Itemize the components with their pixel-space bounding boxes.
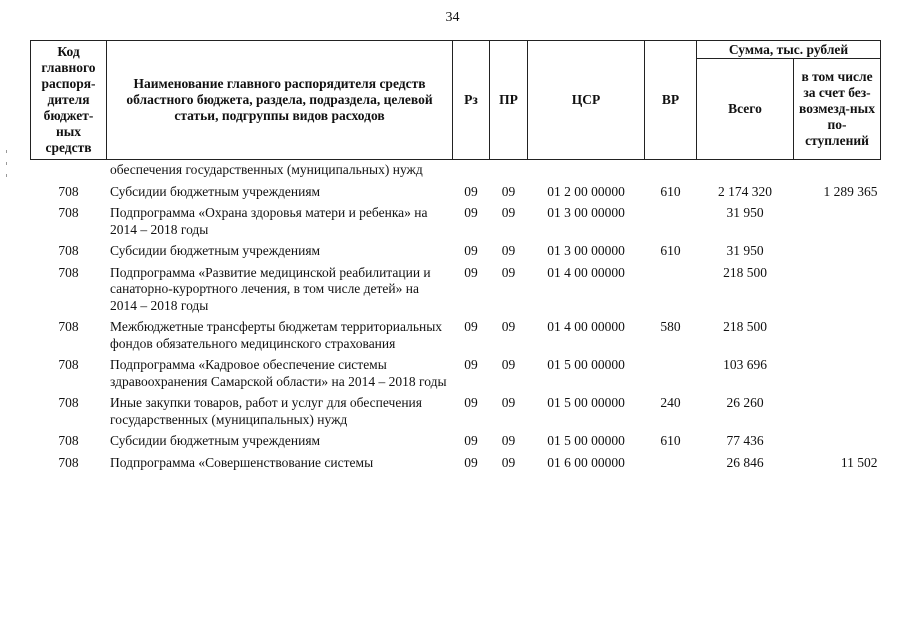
cell-code: 708 xyxy=(58,319,79,334)
cell-free xyxy=(794,203,881,241)
cell-code: 708 xyxy=(58,433,79,448)
header-rz: Рз xyxy=(453,41,490,160)
cell-vr: 240 xyxy=(660,395,681,410)
cell-csr: 01 6 00 00000 xyxy=(547,454,625,470)
cell-total: 26 260 xyxy=(726,395,764,410)
header-vr: ВР xyxy=(645,41,697,160)
cell-vr: 610 xyxy=(660,183,681,199)
cell-pr: 09 xyxy=(501,454,516,470)
table-row xyxy=(31,203,881,241)
cell-rz: 09 xyxy=(464,183,478,199)
cell-rz xyxy=(453,160,490,182)
cell-total: 26 846 xyxy=(726,454,764,470)
cell-vr: 610 xyxy=(660,433,681,448)
cell-free xyxy=(794,431,881,453)
cell-total: 31 950 xyxy=(726,205,764,220)
cell-csr: 01 4 00 00000 xyxy=(547,319,625,334)
cell-vr xyxy=(645,453,697,475)
cell-rz: 09 xyxy=(464,433,478,448)
table-row xyxy=(31,160,881,182)
cell-total: 218 500 xyxy=(723,264,767,280)
cell-name: Субсидии бюджетным учреждениям xyxy=(110,433,321,448)
cell-code: 708 xyxy=(58,183,79,199)
cell-free: 11 502 xyxy=(840,454,878,470)
cell-code: 708 xyxy=(58,357,79,372)
cell-csr: 01 5 00 00000 xyxy=(547,433,625,448)
table-row xyxy=(31,317,881,355)
scan-mark xyxy=(6,150,7,153)
cell-name: Субсидии бюджетным учреждениям xyxy=(110,243,321,258)
cell-pr: 09 xyxy=(501,319,516,334)
cell-free xyxy=(794,263,881,318)
cell-total xyxy=(697,160,794,182)
cell-name: Межбюджетные трансферты бюджетам территориальных фондов обязательного медицинского страхования xyxy=(110,319,443,351)
cell-name: Субсидии бюджетным учреждениям xyxy=(110,183,321,199)
cell-rz: 09 xyxy=(464,357,478,372)
header-csr: ЦСР xyxy=(528,41,645,160)
header-incl-free: в том числе за счет без-возмезд-ных по-ступлений xyxy=(794,59,881,160)
cell-pr: 09 xyxy=(501,357,516,372)
cell-pr: 09 xyxy=(501,264,516,280)
cell-pr: 09 xyxy=(501,183,516,199)
table-row xyxy=(31,393,881,431)
table-row xyxy=(31,431,881,453)
cell-rz: 09 xyxy=(464,454,478,470)
cell-total: 103 696 xyxy=(723,357,767,372)
cell-vr xyxy=(645,203,697,241)
cell-vr: 610 xyxy=(660,243,681,258)
cell-free xyxy=(794,317,881,355)
cell-free xyxy=(794,241,881,263)
cell-pr: 09 xyxy=(501,205,516,220)
cell-csr xyxy=(528,160,645,182)
header-code: Код главного распоря-дителя бюджет-ных средств xyxy=(31,41,107,160)
cell-rz: 09 xyxy=(464,205,478,220)
cell-name: Подпрограмма «Совершенствование системы xyxy=(110,454,374,470)
cell-csr: 01 2 00 00000 xyxy=(547,183,625,199)
cell-vr: 580 xyxy=(660,319,681,334)
table-row xyxy=(31,355,881,393)
cell-free: 1 289 365 xyxy=(823,183,878,199)
cell-total: 31 950 xyxy=(726,243,764,258)
cell-pr xyxy=(490,160,528,182)
cell-name: Иные закупки товаров, работ и услуг для обеспечения государственных (муниципальных) нужд xyxy=(110,395,422,427)
cell-vr xyxy=(645,355,697,393)
cell-csr: 01 5 00 00000 xyxy=(547,357,625,372)
cell-total: 77 436 xyxy=(726,433,764,448)
cell-free xyxy=(794,393,881,431)
cell-pr: 09 xyxy=(501,243,516,258)
header-total: Всего xyxy=(697,59,794,160)
header-sum-group: Сумма, тыс. рублей xyxy=(697,41,881,59)
cell-code: 708 xyxy=(58,243,79,258)
cell-name: Подпрограмма «Развитие медицинской реабилитации и санаторно-курортного лечения, в том числе детей» на 2014 – 2018 годы xyxy=(110,264,431,313)
cell-name: обеспечения государственных (муниципальных) нужд xyxy=(110,162,423,177)
table-row xyxy=(31,263,881,318)
cell-rz: 09 xyxy=(464,264,478,280)
cell-csr: 01 3 00 00000 xyxy=(547,243,625,258)
cell-vr xyxy=(645,160,697,182)
cell-code: 708 xyxy=(58,454,79,470)
budget-table xyxy=(30,40,881,474)
cell-code: 708 xyxy=(58,395,79,410)
cell-rz: 09 xyxy=(464,243,478,258)
scan-mark xyxy=(6,174,7,177)
table-row xyxy=(31,453,881,475)
header-pr: ПР xyxy=(490,41,528,160)
scan-mark xyxy=(6,162,7,165)
header-name: Наименование главного распорядителя средств областного бюджета, раздела, подраздела, целевой статьи, подгруппы видов расходов xyxy=(107,41,453,160)
cell-code xyxy=(31,160,107,182)
cell-total: 2 174 320 xyxy=(718,183,772,199)
cell-csr: 01 5 00 00000 xyxy=(547,395,625,410)
cell-free xyxy=(794,160,881,182)
cell-pr: 09 xyxy=(501,395,516,410)
cell-rz: 09 xyxy=(464,319,478,334)
table-row xyxy=(31,182,881,204)
cell-name: Подпрограмма «Охрана здоровья матери и ребенка» на 2014 – 2018 годы xyxy=(110,205,428,237)
cell-code: 708 xyxy=(58,205,79,220)
cell-code: 708 xyxy=(58,264,79,280)
cell-pr: 09 xyxy=(501,433,516,448)
cell-csr: 01 3 00 00000 xyxy=(547,205,625,220)
page-number: 34 xyxy=(445,10,460,25)
cell-vr xyxy=(645,263,697,318)
cell-csr: 01 4 00 00000 xyxy=(547,264,625,280)
cell-rz: 09 xyxy=(464,395,478,410)
cell-name: Подпрограмма «Кадровое обеспечение системы здравоохранения Самарской области» на 2014 – 2018 годы xyxy=(110,357,447,389)
cell-free xyxy=(794,355,881,393)
cell-total: 218 500 xyxy=(723,319,767,334)
table-row xyxy=(31,241,881,263)
